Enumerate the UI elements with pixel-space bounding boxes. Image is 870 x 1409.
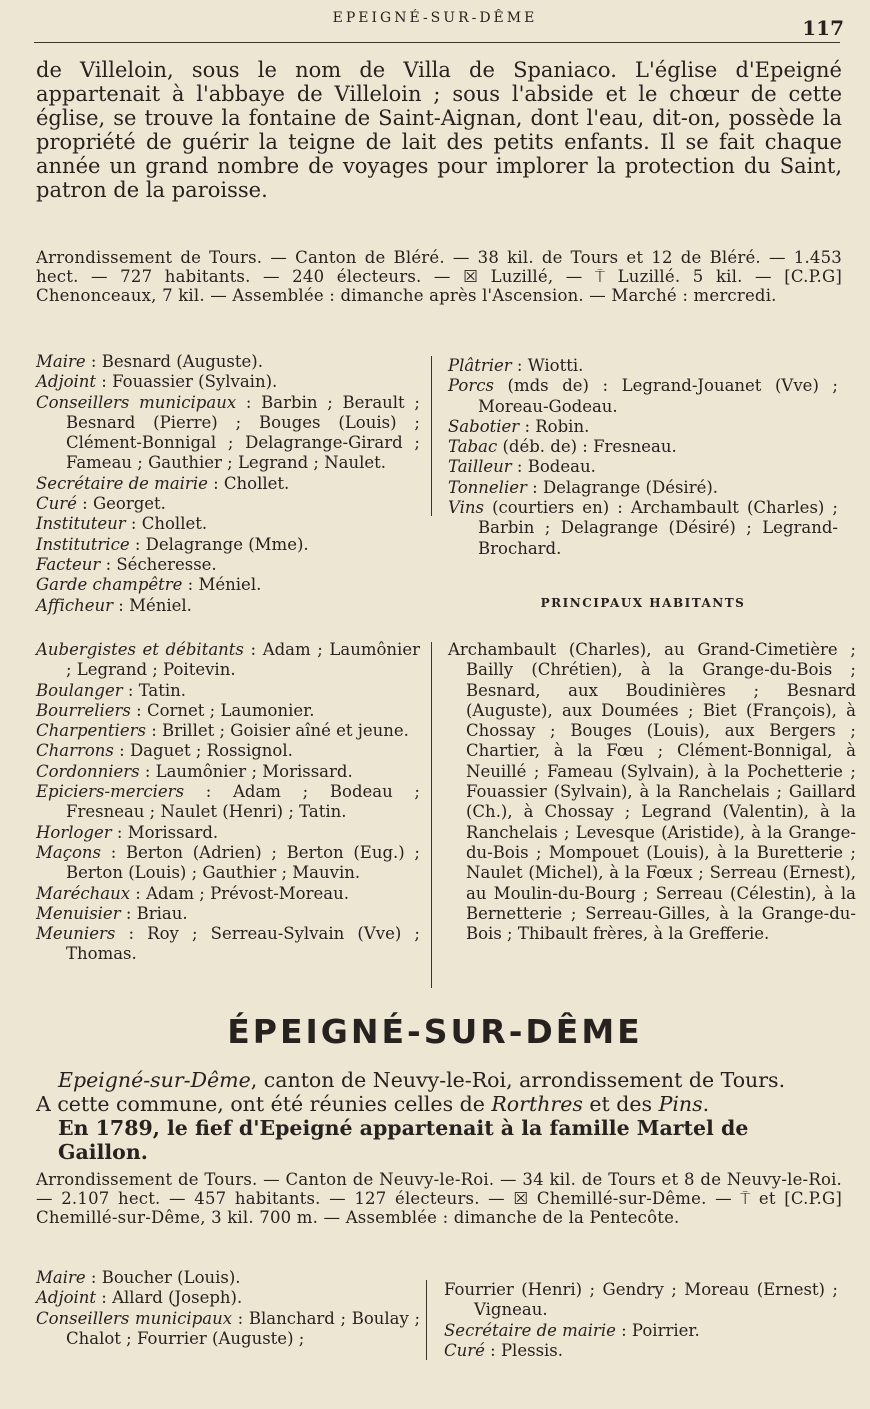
entry-role: Horloger (36, 822, 112, 842)
entry-officials-left-9 (36, 596, 420, 616)
entry-role: Plâtrier (448, 356, 512, 375)
entry-trades-left-bottom-5 (36, 762, 420, 782)
entry-text: : Blanchard ; Boulay ; Chalot ; Fourrier (Auguste) ; (66, 1308, 421, 1348)
entry-role: Instituteur (36, 514, 126, 534)
entry-role: Maréchaux (36, 883, 131, 903)
entry-officials-left-3 (36, 474, 420, 494)
entry-text: : Bodeau. (511, 457, 596, 477)
entry-role: Menuisier (36, 903, 121, 923)
entry-trades-left-bottom-10 (36, 904, 420, 924)
entry-text: : Tatin. (122, 680, 187, 700)
column-divider-3 (426, 1280, 427, 1360)
entry-text: : Chollet. (125, 514, 208, 534)
intro-line2-end: . (702, 1092, 710, 1116)
entry-role: Afficheur (36, 595, 114, 615)
entry-officials2-right-1 (444, 1321, 838, 1341)
entry-role: Tonnelier (448, 477, 527, 497)
entry-text: : Berton (Adrien) ; Berton (Eug.) ; Berton (Louis) ; Gauthier ; Mauvin. (66, 842, 420, 883)
entry-text: : Adam ; Laumônier ; Legrand ; Poitevin. (66, 640, 420, 680)
entry-text: : Delagrange (Désiré). (526, 477, 719, 497)
commune-intro (36, 1068, 836, 1164)
running-title: EPEIGNÉ-SUR-DÊME (332, 10, 538, 26)
entry-role: Facteur (36, 554, 101, 574)
intro-line1: , canton de Neuvy-le-Roi, arrondissement de Tours. (250, 1068, 786, 1092)
entry-role: Conseillers municipaux (36, 392, 237, 412)
entry-text: : Georget. (76, 494, 166, 514)
entry-trades-left-bottom-11 (36, 924, 420, 965)
entry-officials-left-5 (36, 514, 420, 534)
entry-trades-left-bottom-3 (36, 721, 420, 741)
entry-trades-left-bottom-4 (36, 741, 420, 761)
trades-column-left (36, 640, 420, 965)
entry-role: Boulanger (36, 680, 123, 700)
entry-text: : Méniel. (182, 575, 262, 595)
entry-officials-left-7 (36, 555, 420, 575)
entry-officials2-left-0 (36, 1268, 420, 1288)
principaux-habitants-list: Archambault (Charles), au Grand-Cimetière ; Bailly (Chrétien), à la Grange-du-Bois ; Besnard, aux Boudinières ; Besnard (Auguste), aux Doumées ; Biet (François), à Chossay ; Bouges (Louis), aux Bergers ; Chartier, à la Fœu ; Clément-Bonnigal, à Neuillé ; Fameau (Sylvain), à la Pochetterie ; Fouassier (Sylvain), à la Ranchelais ; Gaillard (Ch.), à Chossay ; Legrand (Valentin), à la Ranchelais ; Levesque (Aristide), à la Grange-du-Bois ; Mompouet (Louis), à la Buretterie ; Naulet (Michel), à la Fœux ; Serreau (Ernest), au Moulin-du-Bourg ; Serreau (Célestin), à la Bernetterie ; Serreau-Gilles, à la Grange-du-Bois ; Thibault frères, à la Grefferie. (448, 640, 856, 944)
entry-text: : Cornet ; Laumonier. (130, 700, 315, 720)
entry-officials-left-0 (36, 352, 420, 372)
entry-text: : Delagrange (Mme). (129, 534, 309, 554)
entry-text: : Daguet ; Rossignol. (113, 741, 293, 761)
entry-officials2-right-2 (444, 1341, 838, 1361)
entry-officials-left-4 (36, 494, 420, 514)
intro-rorthres: Rorthres (491, 1092, 583, 1116)
entry-role: Maire (36, 1268, 86, 1287)
entry-trades-right-top-5 (448, 478, 838, 498)
entry-role: Bourreliers (36, 700, 131, 720)
officials2-column-left (36, 1268, 420, 1349)
entry-role: Cordonniers (36, 761, 140, 781)
entry-role: Adjoint (36, 1288, 97, 1308)
entry-text: Fourrier (Henri) ; Gendry ; Moreau (Ernest) ; Vigneau. (444, 1280, 838, 1320)
entry-trades-left-bottom-2 (36, 701, 420, 721)
entry-role: Tabac (448, 437, 498, 457)
intro-line3: En 1789, le fief d'Epeigné appartenait à la famille Martel de Gaillon. (58, 1116, 749, 1164)
entry-officials-left-6 (36, 535, 420, 555)
entry-trades-right-top-6 (448, 498, 838, 559)
entry-text: : Morissard. (111, 822, 219, 842)
entry-trades-left-bottom-7 (36, 823, 420, 843)
entry-text: : Wiotti. (511, 356, 584, 375)
entry-text: : Chollet. (207, 473, 290, 493)
entry-role: Maire (36, 352, 86, 371)
entry-text: : Briau. (120, 903, 188, 923)
entry-role: Aubergistes et débitants (36, 640, 244, 659)
entry-trades-left-bottom-6 (36, 782, 420, 823)
entry-trades-left-bottom-8 (36, 843, 420, 884)
officials2-column-right (444, 1280, 838, 1361)
trades-column-right (448, 356, 838, 559)
entry-role: Tailleur (448, 457, 512, 477)
entry-role: Institutrice (36, 534, 130, 554)
intro-line2-start: A cette commune, ont été réunies celles de (36, 1092, 492, 1116)
entry-role: Sabotier (448, 416, 520, 436)
entry-text: : Allard (Joseph). (96, 1288, 243, 1308)
entry-officials2-right-0 (444, 1280, 838, 1321)
entry-role: Epiciers-merciers (36, 782, 185, 802)
entry-role: Garde champêtre (36, 575, 183, 595)
entry-role: Adjoint (36, 372, 97, 392)
entry-role: Vins (448, 498, 484, 518)
intro-line2-mid: et des (582, 1092, 659, 1116)
entry-trades-right-top-4 (448, 457, 838, 477)
entry-role: Charrons (36, 741, 114, 761)
entry-text: : Sécheresse. (100, 554, 217, 574)
page-number: 117 (802, 16, 844, 40)
entry-text: : Adam ; Prévost-Moreau. (130, 883, 349, 903)
entry-role: Curé (444, 1340, 485, 1360)
entry-role: Maçons (36, 842, 102, 862)
entry-text: : Brillet ; Goisier aîné et jeune. (145, 721, 409, 741)
entry-role: Secrétaire de mairie (36, 473, 208, 493)
intro-paragraph: de Villeloin, sous le nom de Villa de Spaniaco. L'église d'Epeigné appartenait à l'abbaye de Villeloin ; sous l'abside et le chœur de cette église, se trouve la fontaine de Saint-Aignan, dont l'eau, dit-on, possède la propriété de guérir la teigne de lait des petits enfants. Il se fait chaque année un grand nombre de voyages pour implorer la protection du Saint, patron de la paroisse. (36, 58, 842, 202)
entry-text: : Barbin ; Berault ; Besnard (Pierre) ; Bouges (Louis) ; Clément-Bonnigal ; Delagrange-Girard ; Fameau ; Gauthier ; Legrand ; Naulet. (66, 392, 420, 473)
entry-text: : Roy ; Serreau-Sylvain (Vve) ; Thomas. (66, 924, 420, 964)
entry-text: (courtiers en) : Archambault (Charles) ; Barbin ; Delagrange (Désiré) ; Legrand-Brochard. (478, 498, 838, 558)
entry-text: : Poirrier. (615, 1320, 700, 1340)
intro-pins: Pins (658, 1092, 703, 1116)
entry-text: : Boucher (Louis). (85, 1268, 241, 1287)
principaux-habitants-heading: PRINCIPAUX HABITANTS (540, 596, 746, 610)
commune-title: ÉPEIGNÉ-SUR-DÊME (227, 1012, 643, 1051)
entry-officials2-left-1 (36, 1288, 420, 1308)
entry-trades-left-bottom-9 (36, 884, 420, 904)
entry-text: (mds de) : Legrand-Jouanet (Vve) ; Moreau-Godeau. (478, 376, 838, 416)
entry-text: : Fouassier (Sylvain). (96, 372, 278, 392)
entry-text: : Adam ; Bodeau ; Fresneau ; Naulet (Henri) ; Tatin. (66, 782, 420, 822)
officials-column-left (36, 352, 420, 616)
entry-trades-right-top-0 (448, 356, 838, 376)
entry-role: Curé (36, 494, 77, 514)
intro-commune-name: Epeigné-sur-Dême (58, 1068, 251, 1092)
entry-officials-left-2 (36, 393, 420, 474)
entry-officials2-left-2 (36, 1309, 420, 1350)
entry-role: Secrétaire de mairie (444, 1320, 616, 1340)
entry-text: (déb. de) : Fresneau. (497, 437, 677, 457)
entry-trades-right-top-1 (448, 376, 838, 417)
entry-role: Conseillers municipaux (36, 1308, 233, 1328)
column-divider-1 (431, 356, 432, 516)
entry-text: : Robin. (519, 416, 590, 436)
entry-text: : Laumônier ; Morissard. (139, 761, 353, 781)
entry-text: : Méniel. (113, 595, 192, 615)
commune-statistics-2: Arrondissement de Tours. — Canton de Neuvy-le-Roi. — 34 kil. de Tours et 8 de Neuvy-le-Roi. — 2.107 hect. — 457 habitants. — 127 électeurs. — ☒ Chemillé-sur-Dême. — ⍑ et [C.P.G] Chemillé-sur-Dême, 3 kil. 700 m. — Assemblée : dimanche de la Pentecôte. (36, 1170, 842, 1227)
entry-officials-left-8 (36, 575, 420, 595)
entry-role: Charpentiers (36, 721, 146, 741)
entry-text: : Plessis. (484, 1340, 564, 1360)
entry-text: : Besnard (Auguste). (85, 352, 263, 371)
entry-trades-left-bottom-0 (36, 640, 420, 681)
entry-role: Meuniers (36, 924, 116, 944)
commune-statistics-1: Arrondissement de Tours. — Canton de Bléré. — 38 kil. de Tours et 12 de Bléré. — 1.453 hect. — 727 habitants. — 240 électeurs. — ☒ Luzillé, — ⍑ Luzillé. 5 kil. — [C.P.G] Chenonceaux, 7 kil. — Assemblée : dimanche après l'Ascension. — Marché : mercredi. (36, 248, 842, 305)
entry-trades-right-top-3 (448, 437, 838, 457)
entry-role: Porcs (448, 376, 494, 396)
entry-officials-left-1 (36, 372, 420, 392)
column-divider-2 (431, 642, 432, 988)
entry-trades-left-bottom-1 (36, 681, 420, 701)
header-rule (34, 42, 840, 43)
entry-trades-right-top-2 (448, 417, 838, 437)
